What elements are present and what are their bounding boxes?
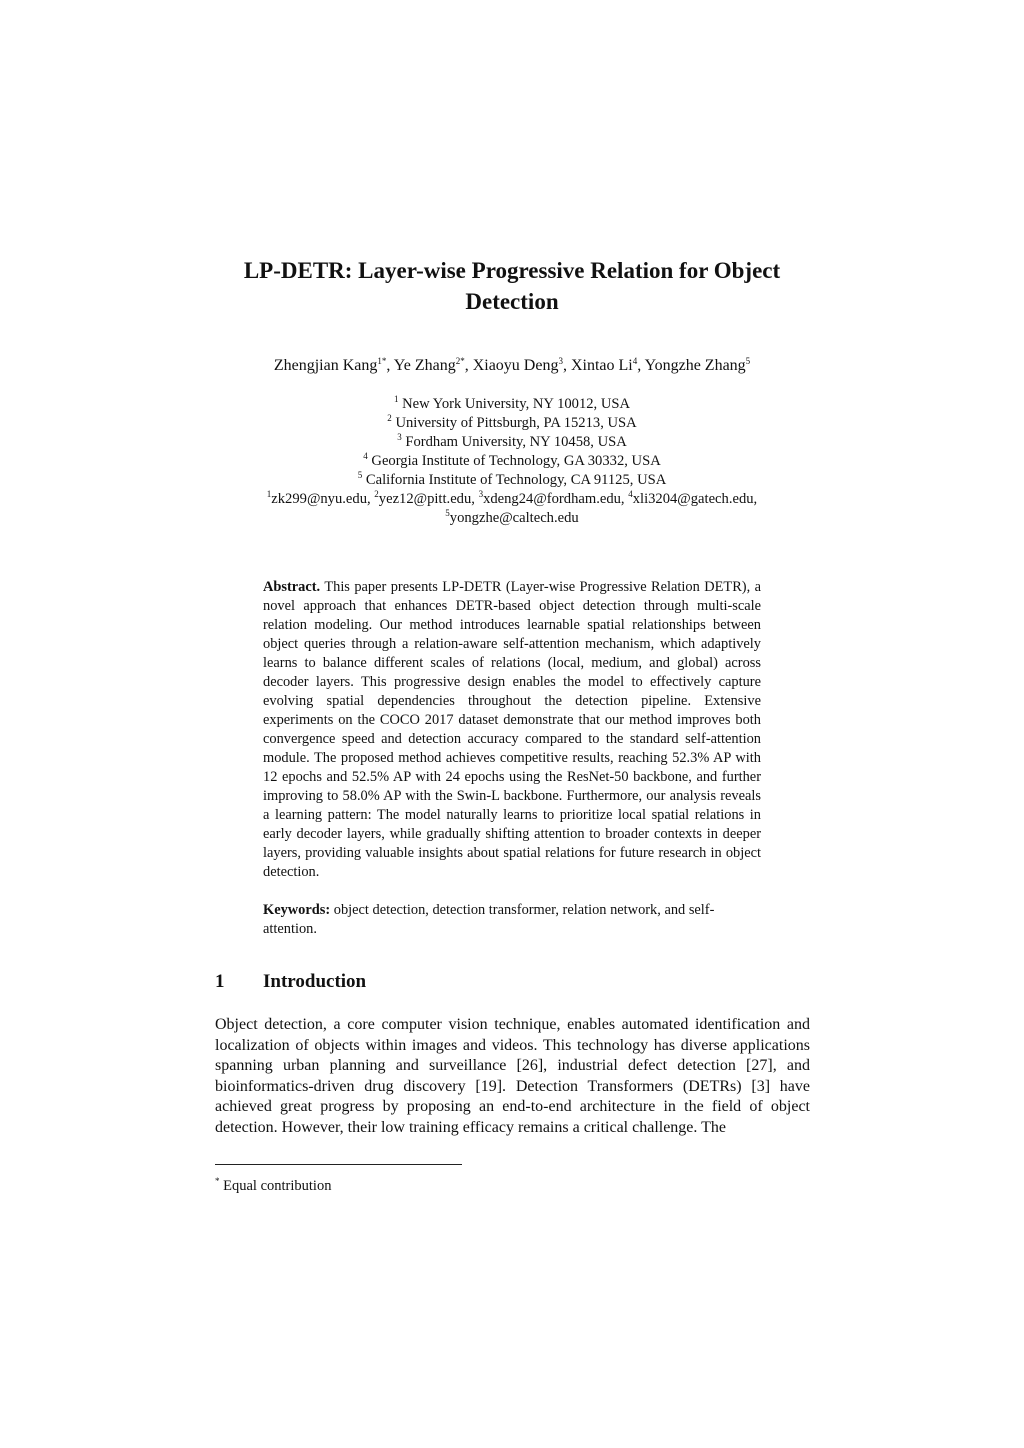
footnote-divider — [215, 1164, 462, 1165]
paper-title: LP-DETR: Layer-wise Progressive Relation for Object Detection — [243, 258, 781, 314]
affiliation-line: $^3$ Fordham University, NY 10458, USA — [397, 432, 627, 450]
author: Yongzhe Zhang$^5$ — [644, 356, 751, 374]
keywords-text: object detection, detection transformer, relation network, and self-attention. — [263, 902, 715, 937]
author: Xintao Li$^4$, — [570, 356, 645, 374]
affiliations-block — [150, 395, 874, 528]
email-line: $^5$yongzhe@caltech.edu — [445, 508, 579, 526]
abstract — [263, 578, 761, 882]
author: Xiaoyu Deng$^3$, — [472, 356, 571, 374]
footnote-text: Equal contribution — [219, 1178, 332, 1194]
footnote-mark: * — [215, 1176, 220, 1186]
abstract-text: This paper presents LP-DETR (Layer-wise Progressive Relation DETR), a novel approach that enhances DETR-based object detection through multi-scale relation modeling. Our method introduces learnable spatial relationships between object queries through a relation-aware self-attention mechanism, which adaptively learns to balance different scales of relations (local, medium, and global) across decoder layers. This progressive design enables the model to effectively capture evolving spatial dependencies throughout the detection pipeline. Extensive experiments on the COCO 2017 dataset demonstrate that our method improves both convergence speed and detection accuracy compared to the standard self-attention module. The proposed method achieves competitive results, reaching 52.3% AP with 12 epochs and 52.5% AP with 24 epochs using the ResNet-50 backbone, and further improving to 58.0% AP with the Swin-L backbone. Furthermore, our analysis reveals a learning pattern: The model naturally learns to prioritize local spatial relations in early decoder layers, while gradually shifting attention to broader contexts in deeper layers, providing valuable insights about spatial relations for future research in object detection. — [263, 579, 762, 880]
section-heading — [215, 970, 366, 994]
author-list — [150, 356, 874, 376]
abstract-label: Abstract. — [263, 579, 321, 595]
section-title: Introduction — [263, 971, 367, 992]
affiliation-line: $^2$ University of Pittsburgh, PA 15213, USA — [387, 413, 637, 431]
keywords-label: Keywords: — [263, 902, 331, 918]
affiliation-line: $^5$ California Institute of Technology, CA 91125, USA — [357, 470, 667, 488]
affiliation-line: $^1$ New York University, NY 10012, USA — [393, 394, 631, 412]
affiliation-line: $^4$ Georgia Institute of Technology, GA 30332, USA — [363, 451, 661, 469]
email-line: $^1$zk299@nyu.edu, $^2$yez12@pitt.edu, $^3$xdeng24@fordham.edu, $^4$xli3204@gatech.edu, — [266, 489, 758, 507]
keywords — [263, 901, 761, 939]
introduction-paragraph: Object detection, a core computer vision technique, enables automated identification and localization of objects within images and videos. This technology has diverse applications spanning urban planning and surveillance [26], industrial defect detection [27], and bioinformatics-driven drug discovery [19]. Detection Transformers (DETRs) [3] have achieved great progress by proposing an end-to-end architecture in the field of object detection. However, their low training efficacy remains a critical challenge. The — [215, 1016, 810, 1136]
footnote — [215, 1177, 331, 1195]
section-number: 1 — [215, 971, 225, 992]
author: Ye Zhang$^{2*}$, — [393, 356, 473, 374]
author: Zhengjian Kang$^{1*}$, — [273, 356, 394, 374]
